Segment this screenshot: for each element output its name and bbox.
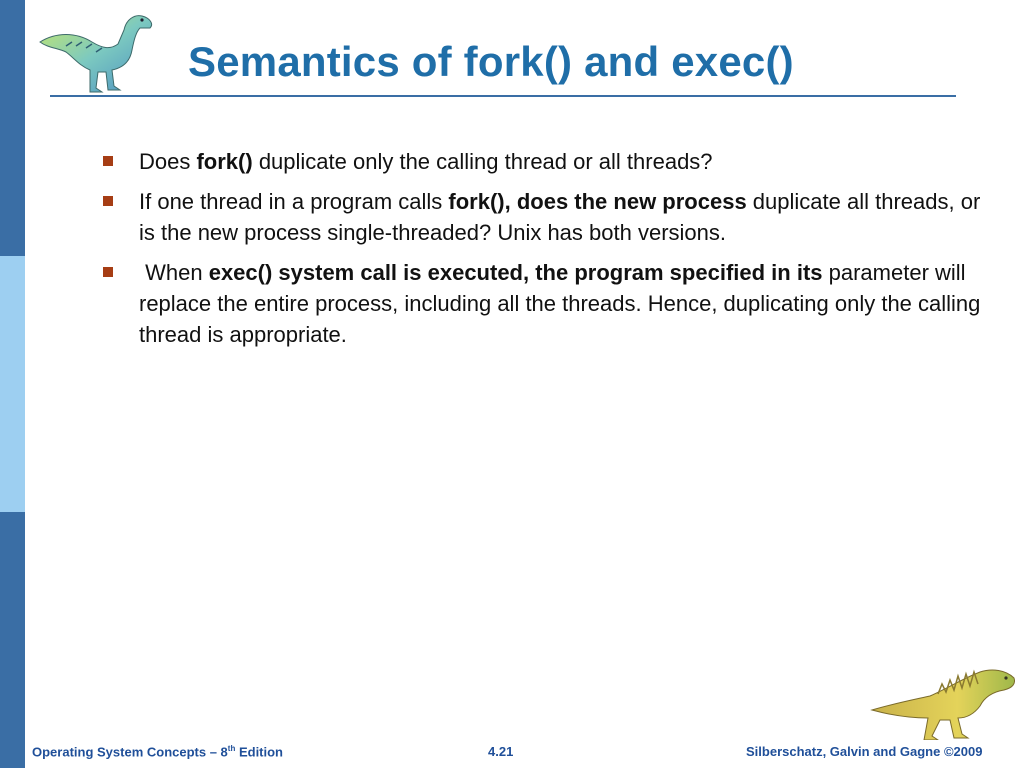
left-bar-top-segment (0, 0, 25, 256)
square-bullet-icon (103, 267, 113, 277)
text-run: If one thread in a program calls (139, 189, 449, 214)
footer-left-prefix: Operating System Concepts – 8 (32, 744, 228, 760)
dinosaur-icon (868, 660, 1018, 740)
bullet-text (139, 189, 980, 245)
footer-copyright: Silberschatz, Galvin and Gagne ©2009 (746, 744, 983, 759)
text-run: duplicate only the calling thread or all threads? (252, 149, 713, 174)
bullet-item-1 (102, 146, 1002, 177)
bold-text-run: fork(), does the new process (448, 189, 747, 214)
dinosaur-icon (36, 6, 158, 96)
bullet-text (139, 149, 713, 174)
text-run: When (139, 260, 209, 285)
bold-text-run: exec() system call is executed, the program specified in its (208, 260, 823, 285)
text-run: duplicate all threads, or is the new process single-threaded? Unix has both versions. (139, 189, 981, 245)
text-run: Does (139, 149, 197, 174)
left-bar-middle-segment (0, 256, 25, 512)
square-bullet-icon (103, 156, 113, 166)
title-underline (50, 95, 956, 97)
bold-text-run: fork() (196, 149, 253, 174)
text-run: parameter will replace the entire process, including all the threads. Hence, duplicating only the calling thread is appropriate. (139, 260, 981, 347)
footer-page-number: 4.21 (488, 744, 514, 759)
bullet-text (139, 260, 980, 347)
left-bar-bottom-segment (0, 512, 25, 768)
footer-course-title (32, 744, 283, 759)
footer-left-suffix: Edition (235, 744, 284, 760)
left-color-bar (0, 0, 25, 768)
bullet-list (102, 146, 1002, 359)
bullet-item-3 (102, 257, 1002, 350)
bullet-item-2 (102, 186, 1002, 248)
footer-left-sup: th (227, 744, 236, 753)
square-bullet-icon (103, 196, 113, 206)
slide-title: Semantics of fork() and exec() (188, 38, 794, 85)
